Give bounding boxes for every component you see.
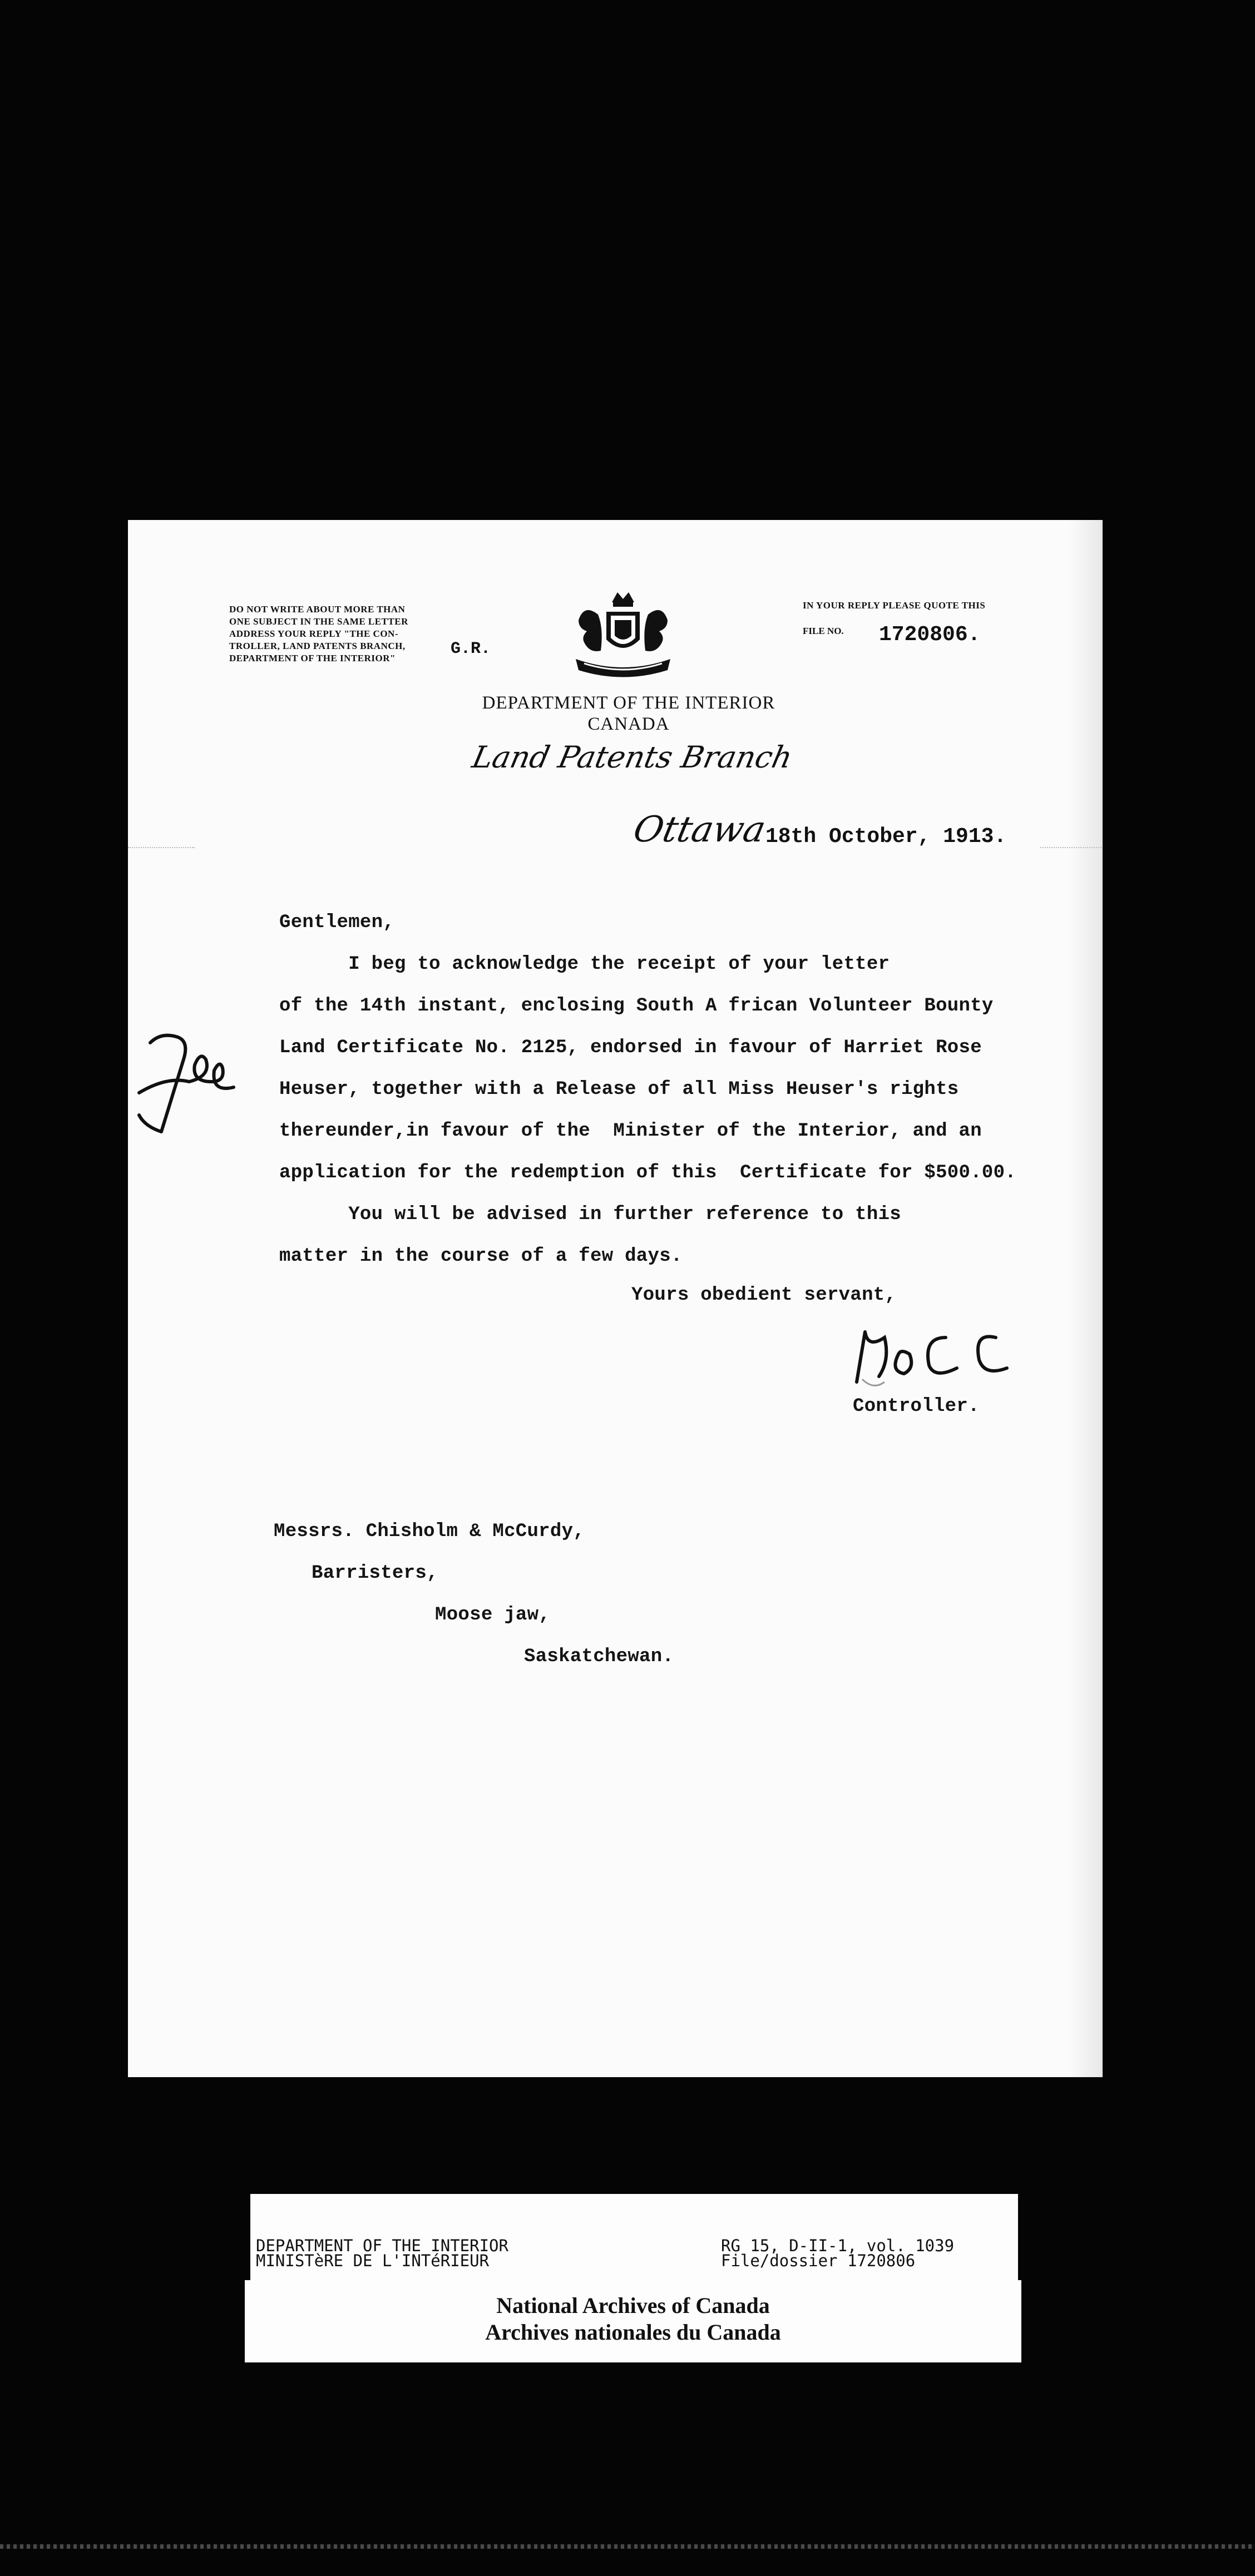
left-notice-line: DO NOT WRITE ABOUT MORE THAN bbox=[229, 604, 406, 615]
left-notice-line: TROLLER, LAND PATENTS BRANCH, bbox=[229, 641, 406, 651]
archive-label bbox=[245, 2280, 1021, 2362]
stub-file: File/dossier 1720806 bbox=[721, 2251, 916, 2270]
addressee-line: Moose jaw, bbox=[435, 1604, 551, 1626]
dotted-rule bbox=[128, 847, 195, 848]
left-notice-line: DEPARTMENT OF THE INTERIOR" bbox=[229, 653, 396, 663]
left-notice-line: ONE SUBJECT IN THE SAME LETTER bbox=[229, 616, 408, 627]
archive-name-en: National Archives of Canada bbox=[496, 2293, 770, 2318]
scan-edge bbox=[0, 2544, 1255, 2549]
archive-reference-stub bbox=[250, 2194, 1018, 2286]
stub-reference: RG 15, D-II-1, vol. 1039 bbox=[721, 2236, 955, 2255]
right-notice: IN YOUR REPLY PLEASE QUOTE THIS bbox=[803, 600, 986, 611]
place-name: Ottawa bbox=[630, 809, 769, 850]
department-heading bbox=[417, 692, 840, 735]
stub-department-en: DEPARTMENT OF THE INTERIOR bbox=[256, 2236, 508, 2255]
body-line: Land Certificate No. 2125, endorsed in favour of Harriet Rose bbox=[279, 1037, 982, 1058]
signature-icon bbox=[846, 1315, 1035, 1393]
department-name: DEPARTMENT OF THE INTERIOR bbox=[482, 693, 775, 713]
salutation: Gentlemen, bbox=[279, 912, 395, 933]
dotted-rule bbox=[1040, 847, 1101, 848]
margin-handwriting-icon bbox=[128, 998, 256, 1154]
addressee-line: Barristers, bbox=[312, 1563, 438, 1584]
left-notice-line: ADDRESS YOUR REPLY "THE CON- bbox=[229, 628, 398, 639]
closing: Yours obedient servant, bbox=[631, 1285, 897, 1306]
body-line: You will be advised in further reference to this bbox=[279, 1204, 901, 1225]
stub-department-fr: MINISTèRE DE L'INTéRIEUR bbox=[256, 2251, 490, 2270]
gr-mark: G.R. bbox=[451, 640, 491, 658]
body-line: thereunder,in favour of the Minister of the Interior, and an bbox=[279, 1121, 982, 1142]
left-notice bbox=[229, 603, 408, 665]
page-edge-shadow bbox=[1069, 520, 1103, 2077]
royal-coat-of-arms-icon bbox=[567, 587, 679, 684]
letter-date: 18th October, 1913. bbox=[765, 825, 1007, 849]
archive-name-fr: Archives nationales du Canada bbox=[485, 2320, 781, 2345]
body-line: application for the redemption of this Certificate for $500.00. bbox=[279, 1162, 1017, 1183]
body-line: matter in the course of a few days. bbox=[279, 1246, 683, 1267]
addressee-line: Messrs. Chisholm & McCurdy, bbox=[274, 1521, 585, 1542]
branch-name: Land Patents Branch bbox=[469, 740, 796, 775]
body-line: Heuser, together with a Release of all Miss Heuser's rights bbox=[279, 1079, 959, 1100]
signer-title: Controller. bbox=[853, 1396, 980, 1417]
letter-sheet bbox=[128, 520, 1103, 2077]
body-line: of the 14th instant, enclosing South A frican Volunteer Bounty bbox=[279, 995, 994, 1017]
addressee-line: Saskatchewan. bbox=[524, 1646, 674, 1667]
file-number-label: FILE NO. bbox=[803, 626, 844, 636]
body-line: I beg to acknowledge the receipt of your letter bbox=[279, 954, 890, 975]
file-number: 1720806. bbox=[879, 623, 981, 647]
country-name: CANADA bbox=[587, 714, 670, 734]
